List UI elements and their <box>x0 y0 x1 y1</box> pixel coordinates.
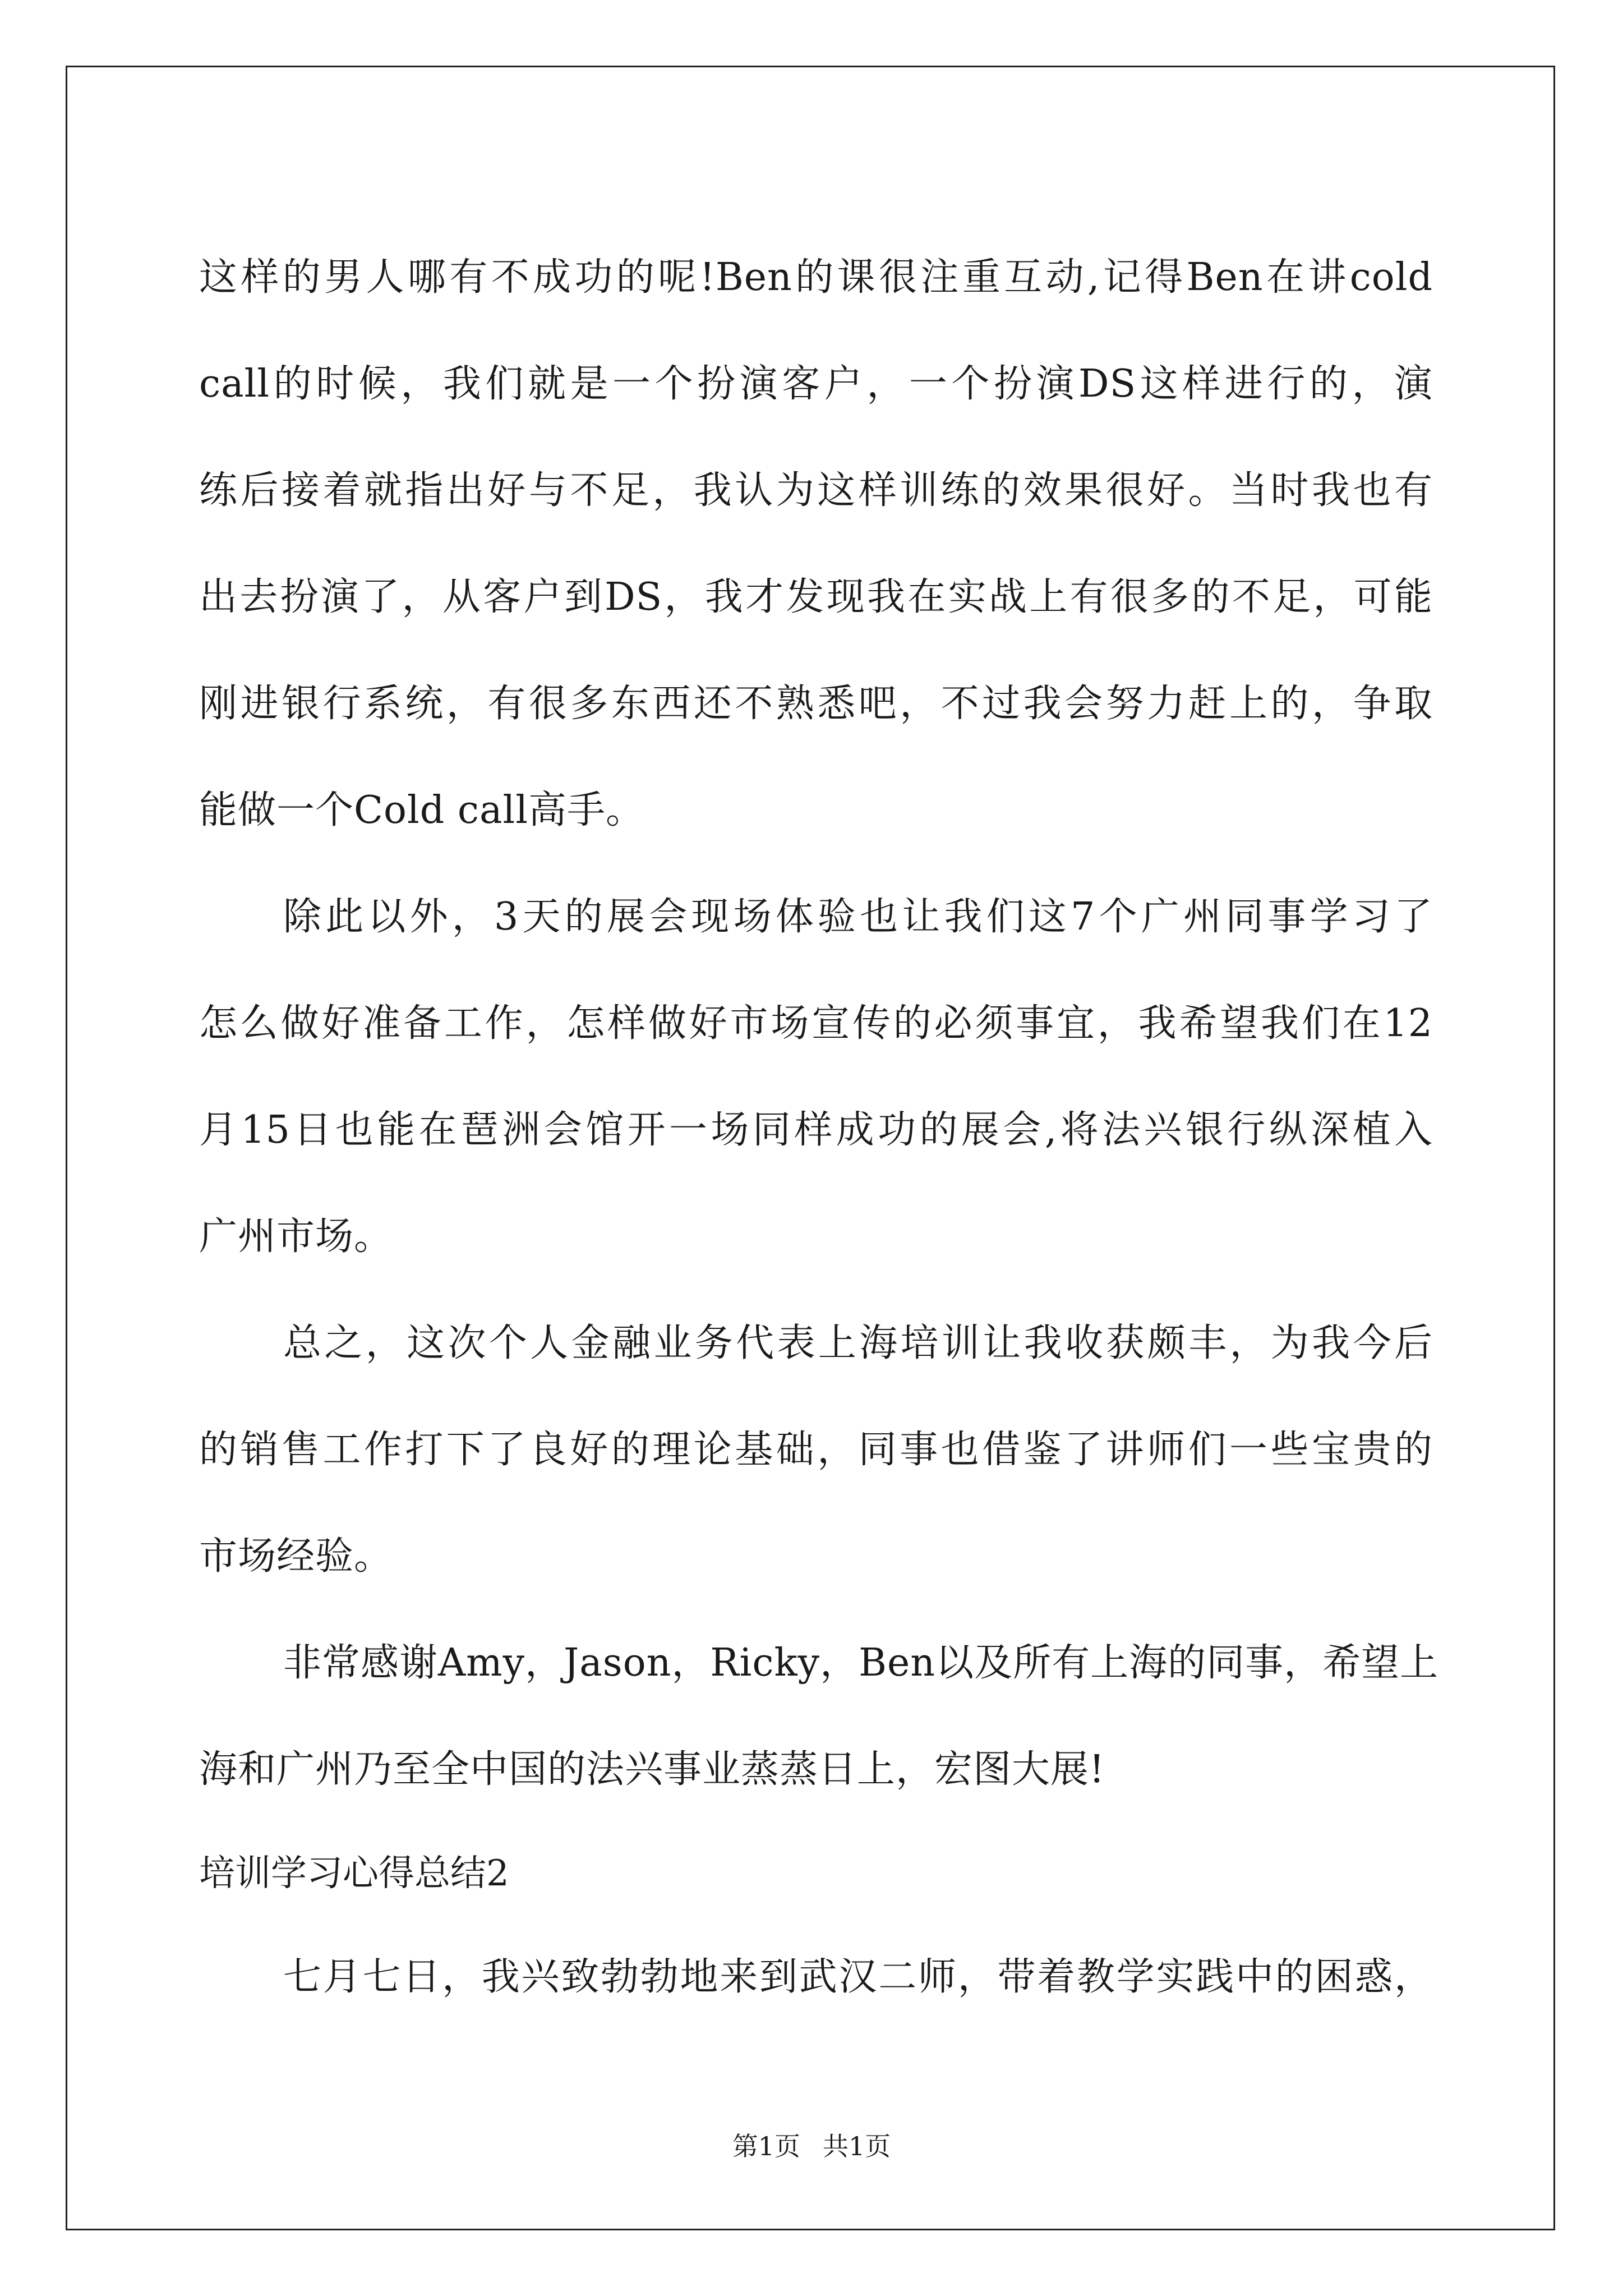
paragraph-5 <box>199 1924 1433 2031</box>
paragraph-3 <box>199 1290 1433 1610</box>
page-footer <box>0 2126 1623 2163</box>
text-line: 市场经验。 <box>199 1534 393 1579</box>
document-body <box>199 224 1439 2031</box>
text-line: 练后接着就指出好与不足，我认为这样训练的效果很好。当时我也有 <box>199 468 1433 513</box>
text-line: call的时候，我们就是一个扮演客户，一个扮演DS这样进行的，演 <box>199 362 1433 406</box>
page-total: 共1页 <box>823 2131 891 2161</box>
page-number: 第1页 <box>732 2131 800 2161</box>
text-line: 除此以外，3天的展会现场体验也让我们这7个广州同事学习了 <box>283 895 1433 939</box>
text-line: 月15日也能在琶洲会馆开一场同样成功的展会,将法兴银行纵深植入 <box>199 1108 1433 1152</box>
text-line: 能做一个Cold call高手。 <box>199 788 644 832</box>
text-line: 海和广州乃至全中国的法兴事业蒸蒸日上，宏图大展! <box>199 1747 1105 1792</box>
text-line: 刚进银行系统，有很多东西还不熟悉吧，不过我会努力赶上的，争取 <box>199 682 1433 726</box>
text-line: 的销售工作打下了良好的理论基础，同事也借鉴了讲师们一些宝贵的 <box>199 1428 1433 1472</box>
paragraph-2 <box>199 864 1433 1290</box>
paragraph-4 <box>199 1610 1439 1823</box>
text-line: 这样的男人哪有不成功的呢!Ben的课很注重互动,记得Ben在讲cold <box>199 255 1433 300</box>
text-line: 怎么做好准备工作，怎样做好市场宣传的必须事宜，我希望我们在12 <box>199 1001 1433 1046</box>
text-line: 出去扮演了，从客户到DS，我才发现我在实战上有很多的不足，可能 <box>199 575 1433 619</box>
text-line: 七月七日，我兴致勃勃地来到武汉二师，带着教学实践中的困惑， <box>283 1955 1433 1999</box>
paragraph-1 <box>199 224 1433 864</box>
text-line: 非常感谢Amy，Jason，Ricky，Ben以及所有上海的同事，希望上 <box>283 1641 1439 1685</box>
section-heading: 培训学习心得总结2 <box>199 1853 509 1894</box>
text-line: 总之，这次个人金融业务代表上海培训让我收获颇丰，为我今后 <box>283 1321 1433 1365</box>
text-line: 广州市场。 <box>199 1214 393 1259</box>
